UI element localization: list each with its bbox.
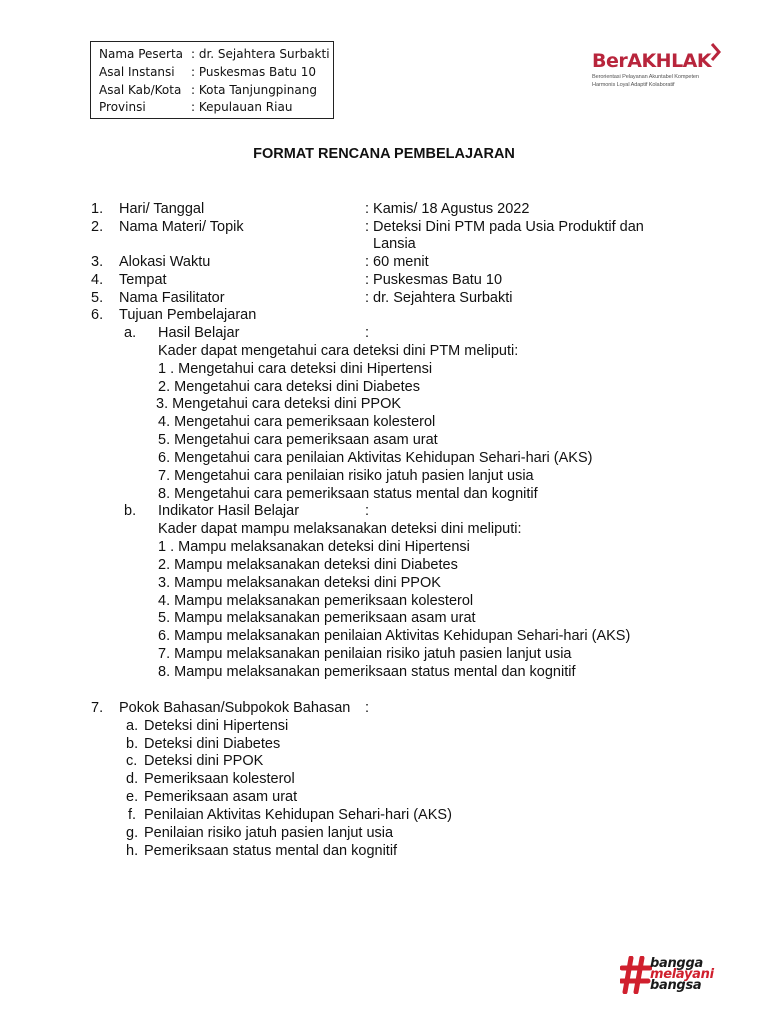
chevron-right-icon [709,42,723,64]
item-label: Tempat [119,272,167,288]
participant-row [99,83,317,98]
list-item: Penilaian Aktivitas Kehidupan Sehari-hari (AKS) [144,807,452,823]
participant-label: Asal Kab/Kota [99,83,182,97]
item-value: : Kamis/ 18 Agustus 2022 [365,201,530,217]
participant-value: : Kepulauan Riau [191,100,293,114]
list-item-letter: d. [126,771,139,787]
participant-label: Provinsi [99,100,146,114]
list-item: 2. Mampu melaksanakan deteksi dini Diabetes [158,557,458,573]
list-item-letter: e. [126,789,139,805]
item-colon: : [365,700,370,716]
item-number: 2. [91,219,104,235]
list-item: 7. Mampu melaksanakan penilaian risiko jatuh pasien lanjut usia [158,646,572,662]
item-number: 3. [91,254,104,270]
list-item-letter: a. [126,718,139,734]
participant-label: Nama Peserta [99,47,184,61]
item-value: : dr. Sejahtera Surbakti [365,290,513,306]
list-item-letter: h. [126,843,139,859]
item-number: 5. [91,290,104,306]
list-item: 7. Mengetahui cara penilaian risiko jatuh pasien lanjut usia [158,468,534,484]
logo-text-line: bangga [650,956,703,971]
item-number: 1. [91,201,104,217]
list-item: 1 . Mampu melaksanakan deteksi dini Hipertensi [158,539,470,555]
list-item: Deteksi dini Hipertensi [144,718,289,734]
item-number: 7. [91,700,104,716]
berakhlak-tagline: Harmonis Loyal Adaptif Kolaboratif [592,82,675,88]
berakhlak-tagline: Berorientasi Pelayanan Akuntabel Kompeten [592,74,699,80]
list-item: Pemeriksaan kolesterol [144,771,295,787]
item-label: Tujuan Pembelajaran [119,307,257,323]
item-value: : Deteksi Dini PTM pada Usia Produktif dan [365,219,644,235]
item-label: Alokasi Waktu [119,254,211,270]
list-item: 6. Mengetahui cara penilaian Aktivitas Kehidupan Sehari-hari (AKS) [158,450,593,466]
item-value-continued: Lansia [373,236,416,252]
berakhlak-logo [592,44,732,96]
participant-row [99,47,330,62]
list-item: 3. Mampu melaksanakan deteksi dini PPOK [158,575,441,591]
list-item: 5. Mengetahui cara pemeriksaan asam urat [158,432,438,448]
subitem-intro: Kader dapat mampu melaksanakan deteksi dini meliputi: [158,521,522,537]
list-item: 1 . Mengetahui cara deteksi dini Hipertensi [158,361,433,377]
list-item: Pemeriksaan asam urat [144,789,298,805]
list-item: Pemeriksaan status mental dan kognitif [144,843,398,859]
list-item: Deteksi dini Diabetes [144,736,281,752]
item-label: Nama Materi/ Topik [119,219,244,235]
participant-value: : Puskesmas Batu 10 [191,65,316,79]
hashtag-icon [620,956,652,994]
list-item-letter: g. [126,825,139,841]
subitem-colon: : [365,503,370,519]
list-item: 8. Mengetahui cara pemeriksaan status mental dan kognitif [158,486,538,502]
list-item-letter: b. [126,736,139,752]
item-label: Pokok Bahasan/Subpokok Bahasan [119,700,351,716]
participant-info-box [90,41,334,119]
list-item: 3. Mengetahui cara deteksi dini PPOK [156,396,402,412]
list-item: 5. Mampu melaksanakan pemeriksaan asam urat [158,610,476,626]
item-label: Nama Fasilitator [119,290,225,306]
berakhlak-logo-word: BerAKHLAK [592,50,712,72]
list-item: Penilaian risiko jatuh pasien lanjut usia [144,825,394,841]
list-item: Deteksi dini PPOK [144,753,264,769]
participant-row [99,100,292,115]
list-item-letter: f. [128,807,137,823]
participant-row [99,65,316,80]
list-item: 2. Mengetahui cara deteksi dini Diabetes [158,379,420,395]
logo-text-line: bangsa [650,978,702,993]
subitem-letter: a. [124,325,137,341]
subitem-letter: b. [124,503,137,519]
list-item-letter: c. [126,753,138,769]
list-item: 8. Mampu melaksanakan pemeriksaan status mental dan kognitif [158,664,576,680]
item-value: : Puskesmas Batu 10 [365,272,503,288]
participant-label: Asal Instansi [99,65,175,79]
list-item: 4. Mampu melaksanakan pemeriksaan kolesterol [158,593,474,609]
page-title: FORMAT RENCANA PEMBELAJARAN [253,146,515,162]
item-number: 6. [91,307,104,323]
item-number: 4. [91,272,104,288]
subitem-label: Hasil Belajar [158,325,240,341]
participant-value: : Kota Tanjungpinang [191,83,317,97]
subitem-intro: Kader dapat mengetahui cara deteksi dini PTM meliputi: [158,343,519,359]
list-item: 6. Mampu melaksanakan penilaian Aktivitas Kehidupan Sehari-hari (AKS) [158,628,631,644]
logo-text-line: melayani [650,967,714,982]
bangga-melayani-bangsa-logo [620,954,740,996]
participant-value: : dr. Sejahtera Surbakti [191,47,330,61]
list-item: 4. Mengetahui cara pemeriksaan kolesterol [158,414,436,430]
item-value: : 60 menit [365,254,429,270]
subitem-label: Indikator Hasil Belajar [158,503,300,519]
item-label: Hari/ Tanggal [119,201,205,217]
subitem-colon: : [365,325,370,341]
